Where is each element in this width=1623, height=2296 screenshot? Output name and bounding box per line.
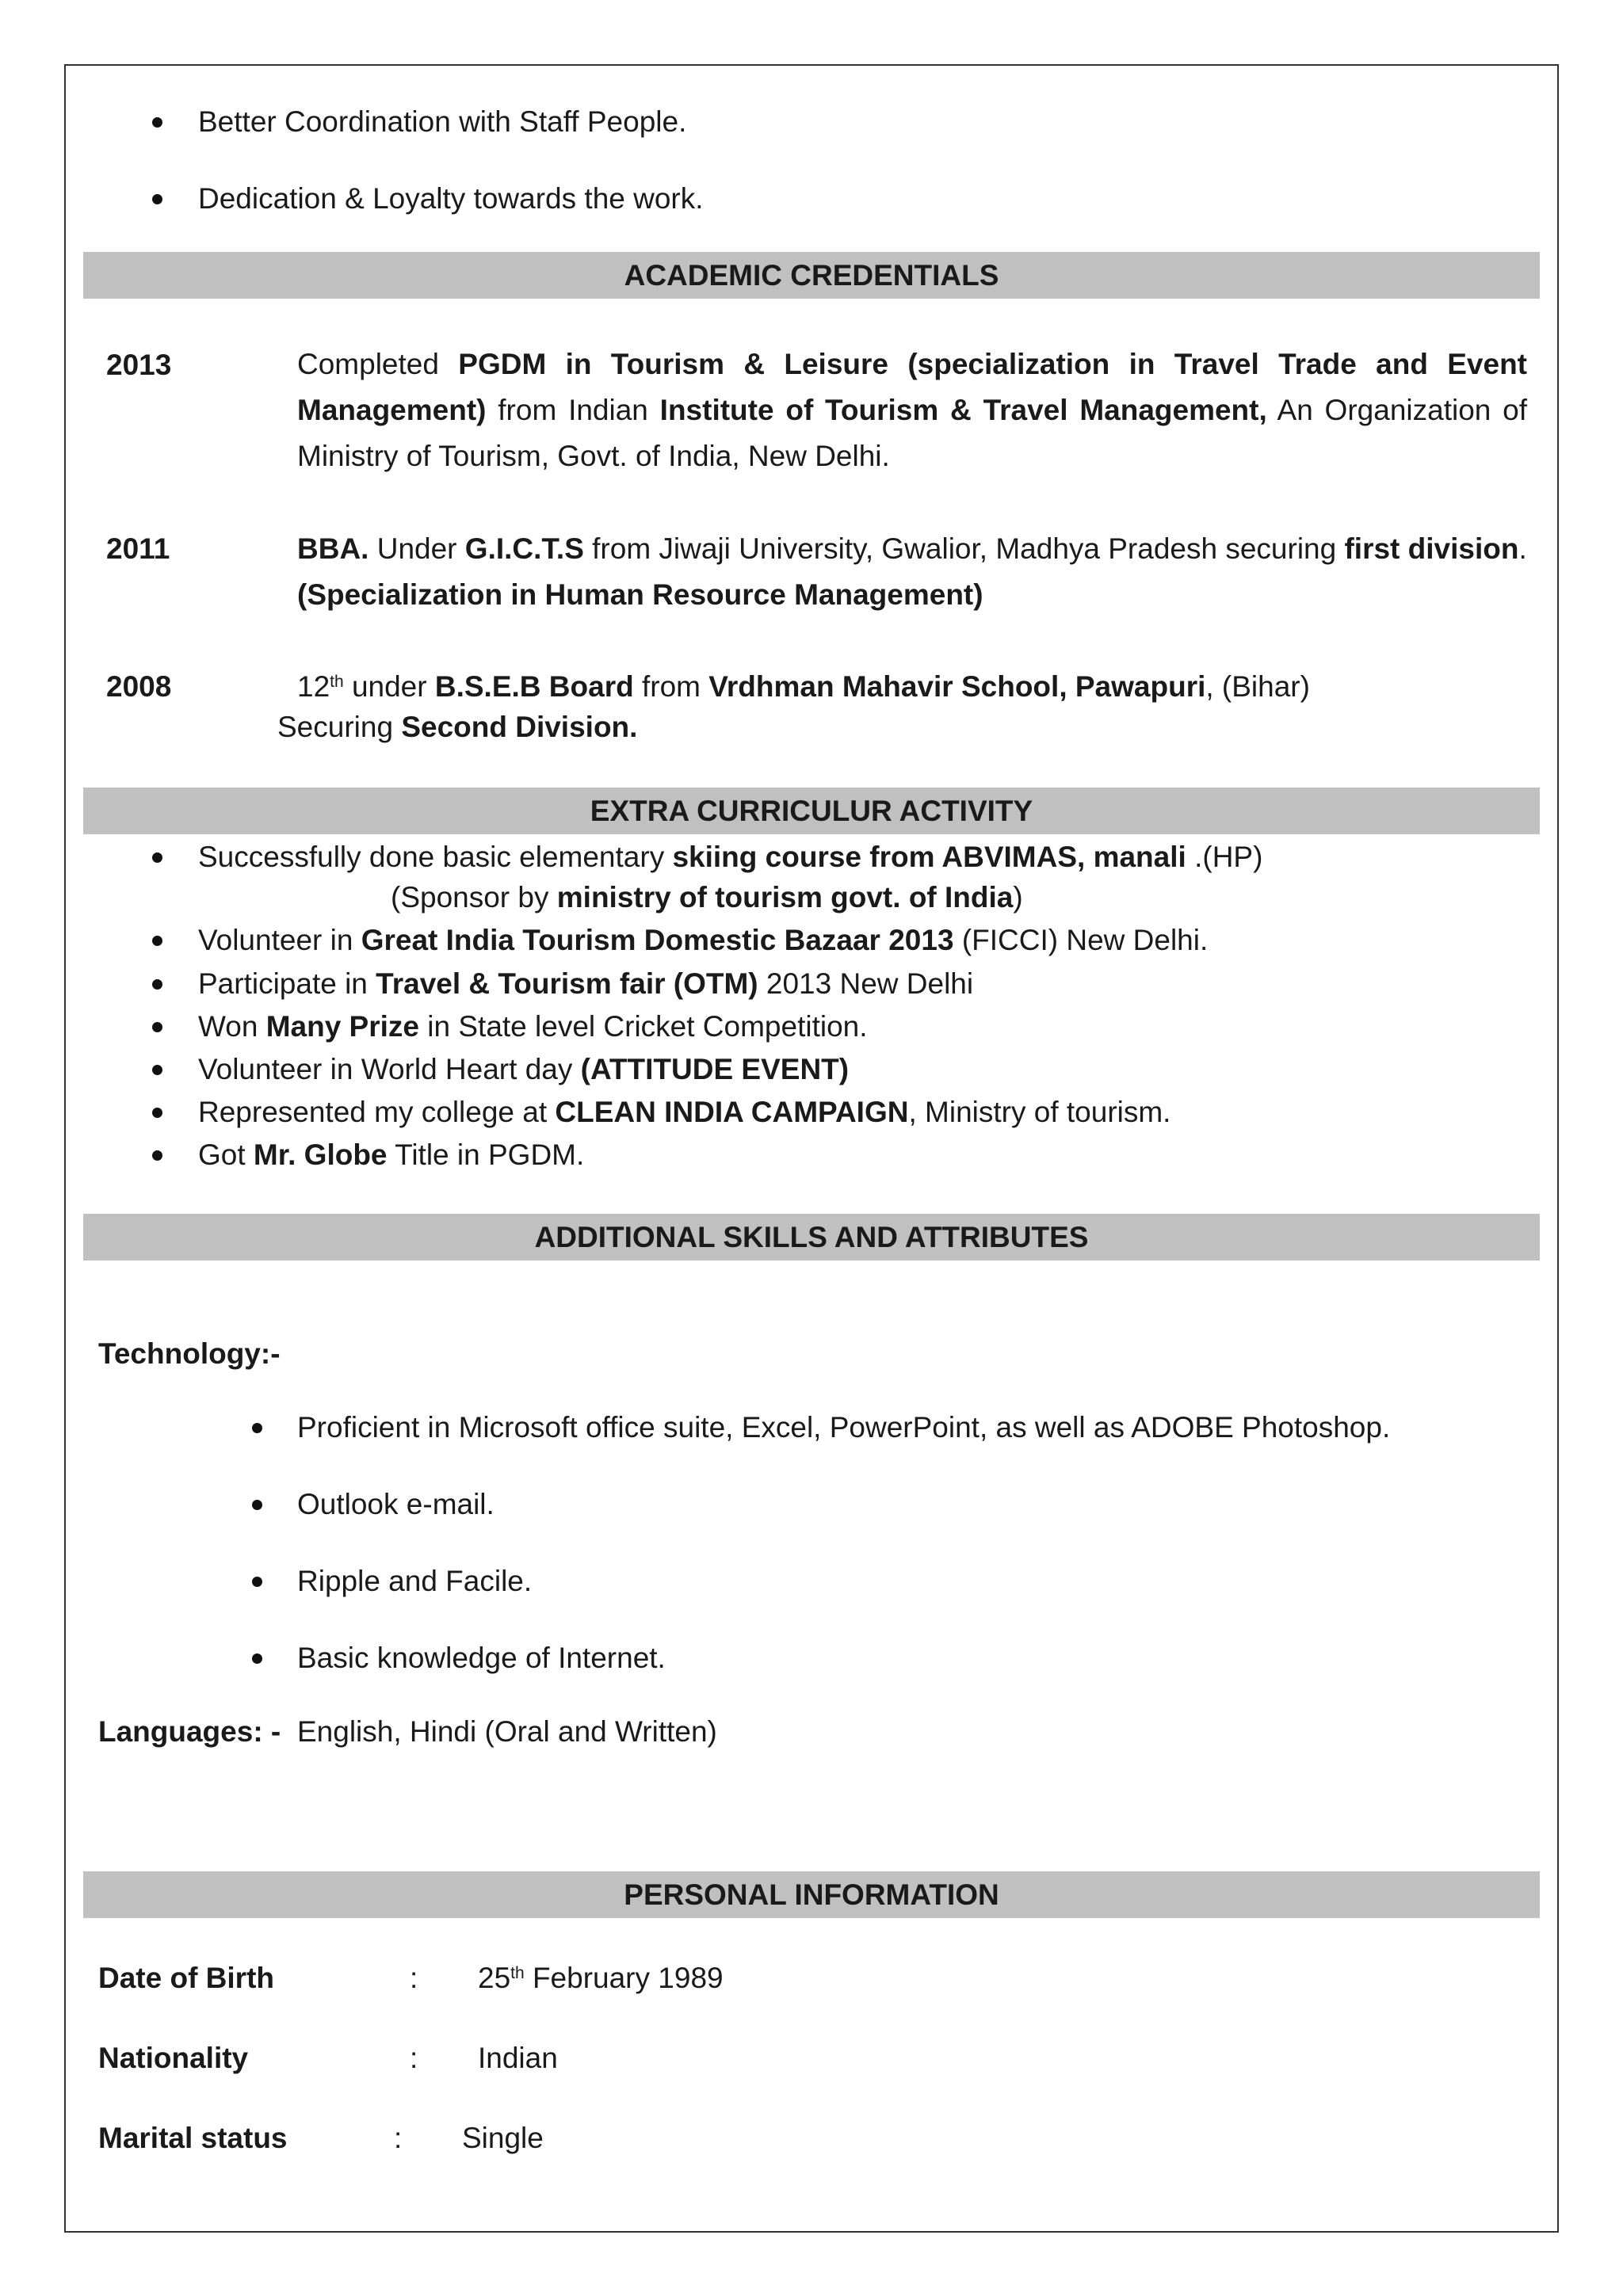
bullet-icon — [152, 117, 162, 128]
bullet-icon — [152, 936, 162, 946]
academic-entry-2008-division: Securing Second Division. — [277, 711, 638, 743]
bullet-icon — [152, 1108, 162, 1118]
technology-item: Outlook e-mail. — [297, 1488, 495, 1520]
extra-item: Volunteer in Great India Tourism Domestic Bazaar 2013 (FICCI) New Delhi. — [198, 924, 1209, 956]
extra-item: Participate in Travel & Tourism fair (OTM) 2013 New Delhi — [198, 967, 974, 1000]
marital-status-label: Marital status — [98, 2122, 288, 2154]
nationality-value: Indian — [478, 2042, 558, 2074]
section-heading-personal: PERSONAL INFORMATION — [83, 1871, 1540, 1918]
bullet-icon — [152, 194, 162, 204]
extra-item: Represented my college at CLEAN INDIA CAMPAIGN, Ministry of tourism. — [198, 1096, 1171, 1128]
dob-colon: : — [410, 1962, 418, 1994]
academic-entry-2011: BBA. Under G.I.C.T.S from Jiwaji University, Gwalior, Madhya Pradesh securing first division. — [297, 532, 1527, 565]
bullet-icon — [252, 1653, 262, 1664]
section-heading-extra: EXTRA CURRICULUR ACTIVITY — [83, 788, 1540, 834]
academic-year: 2011 — [106, 532, 170, 565]
technology-item: Ripple and Facile. — [297, 1565, 533, 1597]
extra-item-sponsor: (Sponsor by ministry of tourism govt. of India) — [391, 881, 1023, 913]
technology-item: Proficient in Microsoft office suite, Excel, PowerPoint, as well as ADOBE Photoshop. — [297, 1411, 1391, 1444]
marital-status-colon: : — [394, 2122, 403, 2154]
academic-entry-2013: Completed PGDM in Tourism & Leisure (specialization in Travel Trade and Event Management) from Indian Institute of Tourism & Travel Management, An Organization of Ministry of Tourism, Govt. of India, New Delhi. — [297, 348, 1528, 472]
bullet-icon — [152, 1150, 162, 1161]
extra-item: Volunteer in World Heart day (ATTITUDE EVENT) — [198, 1053, 850, 1085]
bullet-icon — [252, 1423, 262, 1433]
bullet-icon — [152, 852, 162, 863]
strength-item: Better Coordination with Staff People. — [198, 105, 687, 138]
bullet-icon — [152, 1065, 162, 1075]
nationality-label: Nationality — [98, 2042, 249, 2074]
bullet-icon — [152, 1022, 162, 1032]
academic-year: 2013 — [106, 349, 172, 381]
marital-status-value: Single — [462, 2122, 544, 2154]
bullet-icon — [252, 1500, 262, 1510]
languages-label: Languages: - — [98, 1715, 281, 1748]
academic-entry-2008: 12th under B.S.E.B Board from Vrdhman Mahavir School, Pawapuri, (Bihar) — [297, 670, 1310, 703]
extra-item: Successfully done basic elementary skiing course from ABVIMAS, manali .(HP) — [198, 841, 1263, 873]
extra-item: Got Mr. Globe Title in PGDM. — [198, 1138, 585, 1171]
section-heading-academic: ACADEMIC CREDENTIALS — [83, 252, 1540, 299]
nationality-colon: : — [410, 2042, 418, 2074]
bullet-icon — [252, 1577, 262, 1587]
technology-label: Technology:- — [98, 1337, 281, 1370]
bullet-icon — [152, 979, 162, 990]
section-heading-skills: ADDITIONAL SKILLS AND ATTRIBUTES — [83, 1214, 1540, 1261]
dob-label: Date of Birth — [98, 1962, 274, 1994]
extra-item: Won Many Prize in State level Cricket Competition. — [198, 1010, 868, 1043]
technology-item: Basic knowledge of Internet. — [297, 1642, 666, 1674]
academic-entry-2011-specialization: (Specialization in Human Resource Management) — [297, 578, 983, 611]
languages-value: English, Hindi (Oral and Written) — [297, 1715, 717, 1748]
strength-item: Dedication & Loyalty towards the work. — [198, 182, 704, 215]
dob-value: 25th February 1989 — [478, 1962, 724, 1994]
academic-year: 2008 — [106, 670, 172, 703]
